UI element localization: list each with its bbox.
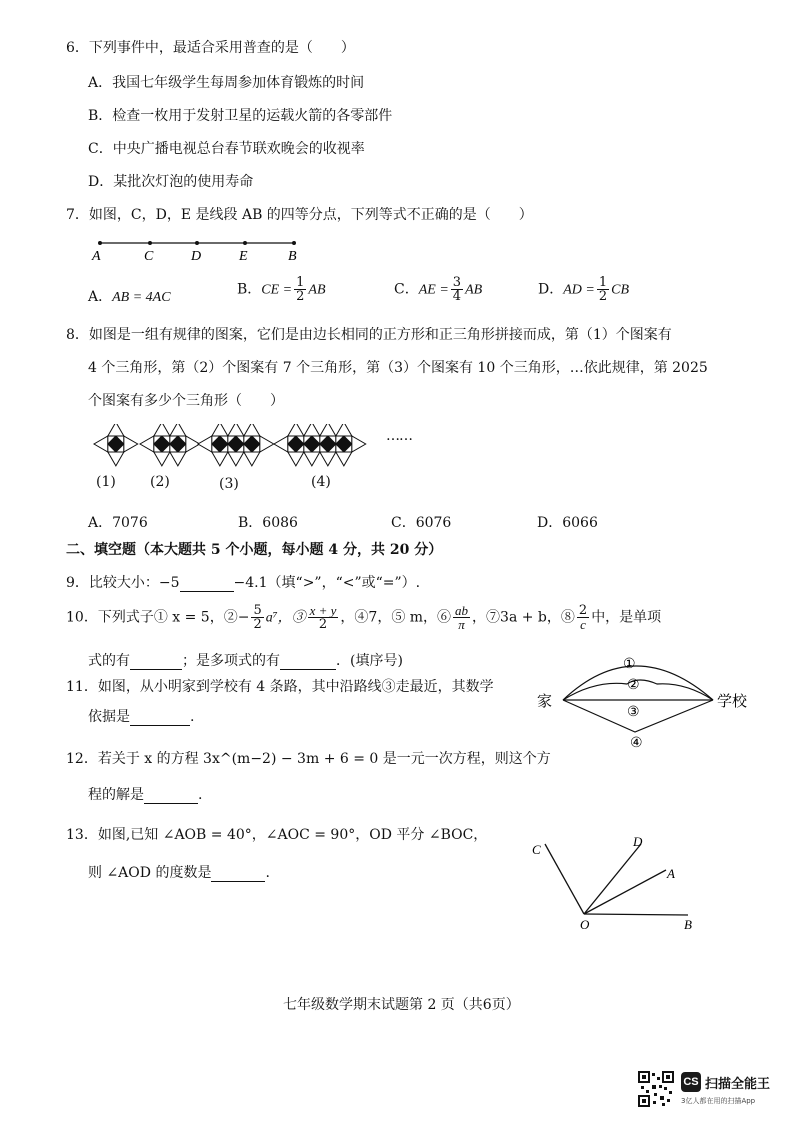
q11-line1: 11．如图，从小明家到学校有 4 条路，其中沿路线③走最近，其数学 bbox=[66, 679, 494, 695]
pattern-triangle bbox=[140, 436, 154, 452]
q10-line1: 10．下列式子① x = 5，②− $\frac{5}{2}$ a⁷，③ $\frac{x + y}{2}$ ，④7，⑤ m，⑥ $\frac{ab}{\pi}$ ，⑦3a + b，⑧ $\frac{2}{c}$ 中，是单项 bbox=[66, 603, 662, 632]
pattern-triangle bbox=[212, 424, 228, 436]
page-footer: 七年级数学期末试题第 2 页（共6页） bbox=[283, 997, 520, 1013]
q6-option-d: D．某批次灯泡的使用寿命 bbox=[88, 174, 254, 190]
point-c-label: C bbox=[144, 249, 154, 264]
pattern-triangle bbox=[108, 452, 124, 466]
pattern-triangle bbox=[244, 452, 260, 466]
point-d-label: D bbox=[191, 249, 202, 264]
q10-blank-1 bbox=[130, 655, 182, 670]
point-b-label: B bbox=[288, 249, 297, 264]
pattern-triangle bbox=[154, 424, 170, 436]
angle-point-c: C bbox=[532, 842, 541, 857]
pattern-triangle bbox=[94, 436, 108, 452]
q7-option-d: D．AD = $\frac{1}{2}$ CB bbox=[538, 275, 630, 304]
q9-blank bbox=[180, 577, 234, 592]
q6-option-c: C．中央广播电视总台春节联欢晚会的收视率 bbox=[88, 141, 365, 157]
q8-ellipsis: …… bbox=[386, 428, 412, 444]
q12-line2: 程的解是 . bbox=[88, 787, 203, 803]
pattern-triangle bbox=[124, 436, 138, 452]
q11-line2: 依据是 . bbox=[88, 709, 195, 725]
pattern-triangle bbox=[244, 424, 260, 436]
pattern-triangle bbox=[154, 452, 170, 466]
route-2-label: ② bbox=[627, 678, 640, 693]
cs-logo-icon: CS bbox=[681, 1072, 701, 1092]
pattern-triangle bbox=[228, 452, 244, 466]
q8-line1: 8．如图是一组有规律的图案，它们是由边长相同的正方形和正三角形拼接而成，第（1）个图案有 bbox=[66, 327, 672, 343]
pattern-triangle bbox=[320, 452, 336, 466]
q12-blank bbox=[144, 789, 198, 804]
q11-route-figure bbox=[535, 652, 767, 750]
q13-angle-figure bbox=[526, 832, 706, 934]
qr-code-icon bbox=[638, 1071, 674, 1107]
q8-pattern-figure bbox=[90, 424, 380, 470]
home-label: 家 bbox=[537, 694, 553, 710]
route-1-label: ① bbox=[623, 657, 636, 672]
q10-blank-2 bbox=[280, 655, 336, 670]
q7-segment-figure bbox=[88, 232, 318, 266]
point-a-label: A bbox=[92, 249, 101, 264]
q7-stem: 7．如图，C，D，E 是线段 AB 的四等分点，下列等式不正确的是（ ） bbox=[66, 207, 533, 223]
q8-line3: 个图案有多少个三角形（ ） bbox=[88, 393, 284, 409]
q7-option-c: C．AE = $\frac{3}{4}$ AB bbox=[394, 275, 483, 304]
q8-option-c: C．6076 bbox=[391, 515, 452, 531]
pattern-triangle bbox=[352, 436, 366, 452]
pattern-triangle bbox=[274, 436, 288, 452]
route-3-label: ③ bbox=[627, 705, 640, 720]
pattern-triangle bbox=[288, 452, 304, 466]
pattern-triangle bbox=[336, 452, 352, 466]
q8-option-a: A．7076 bbox=[88, 515, 148, 531]
q7-option-b: B．CE = $\frac{1}{2}$ AB bbox=[237, 275, 326, 304]
q9: 9．比较大小：−5 −4.1（填“>”，“<”或“=”）. bbox=[66, 575, 421, 591]
q8-label-4: (4) bbox=[311, 474, 331, 490]
q13-line1: 13．如图,已知 ∠AOB = 40°，∠AOC = 90°，OD 平分 ∠BOC， bbox=[66, 827, 488, 843]
angle-point-b: B bbox=[684, 917, 692, 932]
pattern-triangle bbox=[320, 424, 336, 436]
q6-option-b: B．检查一枚用于发射卫星的运载火箭的各零部件 bbox=[88, 108, 393, 124]
q6-option-a: A．我国七年级学生每周参加体育锻炼的时间 bbox=[88, 75, 365, 91]
q10-line2: 式的有 ；是多项式的有 ．(填序号) bbox=[88, 653, 403, 669]
pattern-triangle bbox=[170, 452, 186, 466]
section-heading: 二、填空题（本大题共 5 个小题，每小题 4 分，共 20 分） bbox=[66, 542, 443, 558]
pattern-triangle bbox=[304, 452, 320, 466]
q8-label-2: (2) bbox=[150, 474, 170, 490]
q12-line1: 12．若关于 x 的方程 3x^(m−2) − 3m + 6 = 0 是一元一次方程，则这个方 bbox=[66, 751, 551, 767]
pattern-triangle bbox=[304, 424, 320, 436]
pattern-triangle bbox=[336, 424, 352, 436]
point-e-label: E bbox=[239, 249, 248, 264]
q8-option-d: D．6066 bbox=[537, 515, 598, 531]
q8-option-b: B．6086 bbox=[238, 515, 298, 531]
angle-point-a: A bbox=[667, 866, 675, 881]
angle-point-d: D bbox=[633, 834, 643, 849]
scanner-tagline: 3亿人都在用的扫描App bbox=[681, 1097, 756, 1105]
pattern-triangle bbox=[198, 436, 212, 452]
q8-label-1: (1) bbox=[96, 474, 116, 490]
q13-line2: 则 ∠AOD 的度数是 . bbox=[88, 865, 270, 881]
pattern-triangle bbox=[228, 424, 244, 436]
school-label: 学校 bbox=[717, 694, 748, 710]
pattern-triangle bbox=[108, 424, 124, 436]
q8-line2: 4 个三角形，第（2）个图案有 7 个三角形，第（3）个图案有 10 个三角形，…依此规律，第 2025 bbox=[88, 360, 708, 376]
pattern-triangle bbox=[212, 452, 228, 466]
pattern-triangle bbox=[288, 424, 304, 436]
q11-blank bbox=[130, 711, 190, 726]
scanner-brand: 扫描全能王 bbox=[705, 1077, 771, 1092]
q6-stem: 6．下列事件中，最适合采用普查的是（ ） bbox=[66, 40, 355, 56]
q8-label-3: (3) bbox=[219, 476, 239, 492]
q7-option-a: A．AB = 4AC bbox=[88, 289, 171, 305]
angle-point-o: O bbox=[580, 917, 590, 932]
q13-blank bbox=[211, 867, 265, 882]
pattern-triangle bbox=[260, 436, 274, 452]
pattern-triangle bbox=[170, 424, 186, 436]
route-4-label: ④ bbox=[630, 736, 643, 750]
